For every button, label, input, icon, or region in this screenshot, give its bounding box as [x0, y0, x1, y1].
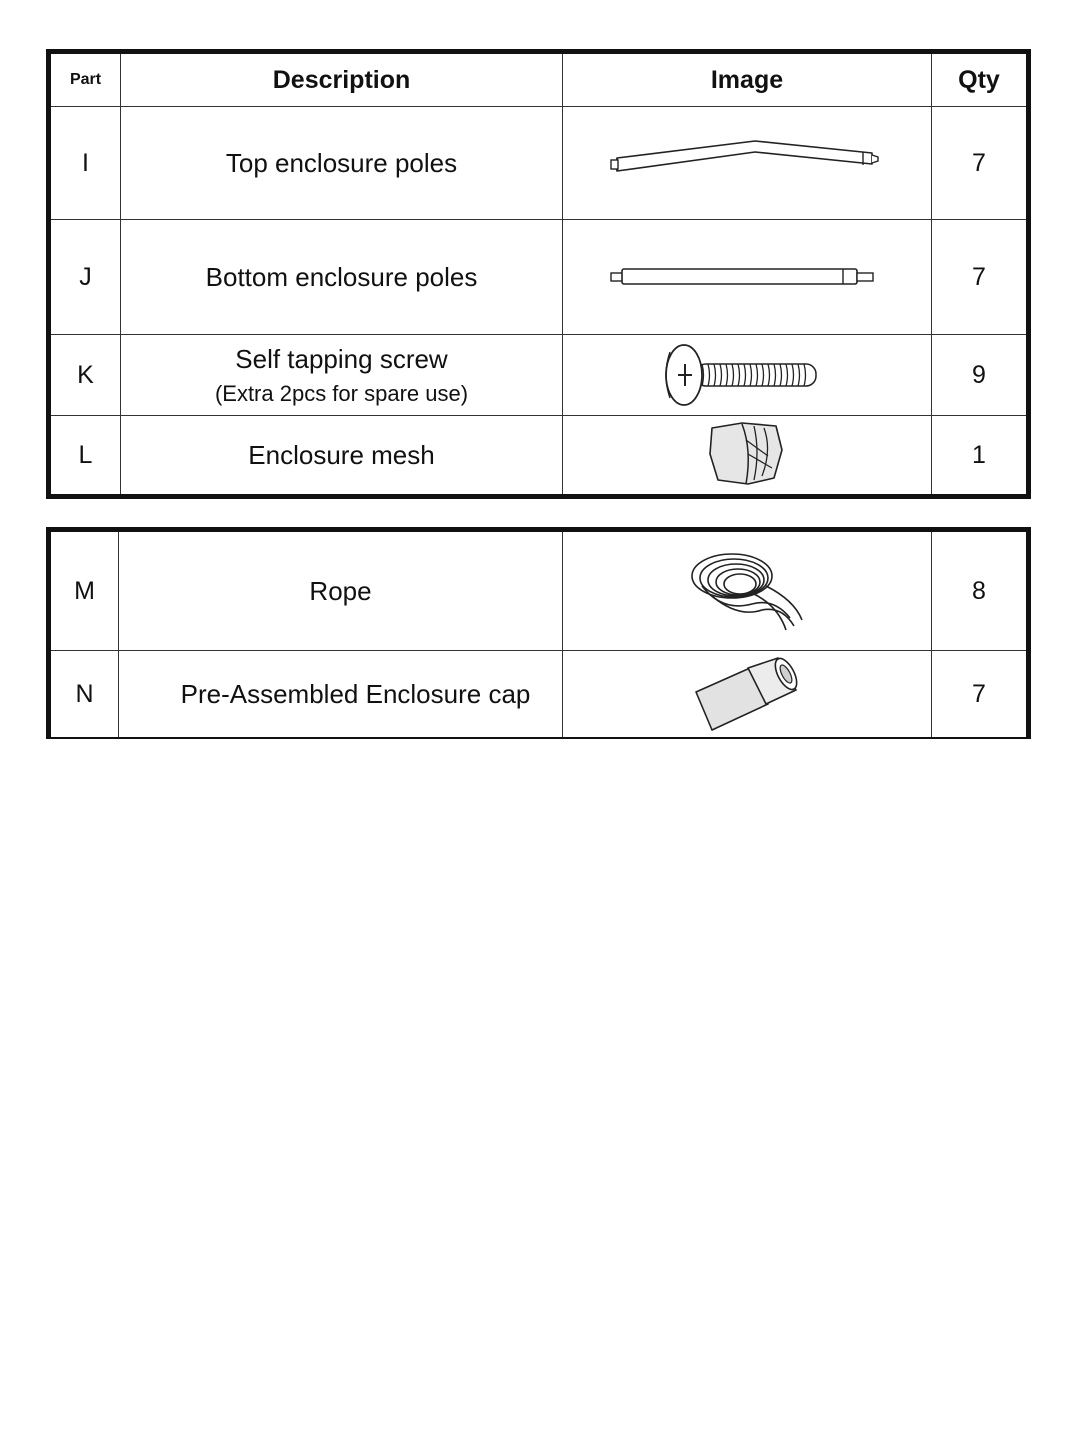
- part-id: N: [49, 651, 119, 739]
- part-image: [563, 651, 932, 739]
- header-qty: Qty: [932, 52, 1029, 107]
- part-image: [563, 416, 932, 497]
- header-part: Part: [49, 52, 121, 107]
- part-image: [563, 220, 932, 335]
- part-description: [119, 651, 563, 739]
- part-image: [563, 107, 932, 220]
- bottom-enclosure-pole-icon: [607, 262, 887, 292]
- parts-table-1: [46, 49, 1031, 499]
- part-qty: 8: [932, 530, 1029, 651]
- enclosure-mesh-icon: [702, 420, 792, 490]
- header-image: Image: [563, 52, 932, 107]
- part-description: [121, 107, 563, 220]
- part-description: [121, 416, 563, 497]
- table-row: [49, 416, 1029, 497]
- part-qty: 7: [932, 220, 1029, 335]
- part-id: I: [49, 107, 121, 220]
- part-qty: 7: [932, 651, 1029, 739]
- part-description: [121, 335, 563, 416]
- screw-icon: [662, 342, 832, 408]
- part-description: [121, 220, 563, 335]
- top-enclosure-pole-icon: [607, 138, 887, 188]
- table-row: [49, 530, 1029, 651]
- header-row: [49, 52, 1029, 107]
- table-row: [49, 107, 1029, 220]
- part-image: [563, 530, 932, 651]
- description-text: Rope: [309, 575, 372, 606]
- table-row: [49, 335, 1029, 416]
- part-qty: 7: [932, 107, 1029, 220]
- part-image: [563, 335, 932, 416]
- table-row: [49, 651, 1029, 739]
- description-note: (Extra 2pcs for spare use): [214, 380, 469, 406]
- part-qty: 9: [932, 335, 1029, 416]
- description-text: Bottom enclosure poles: [205, 261, 478, 292]
- parts-table-2: [46, 527, 1031, 739]
- part-qty: 1: [932, 416, 1029, 497]
- part-id: K: [49, 335, 121, 416]
- part-id: J: [49, 220, 121, 335]
- description-text: Pre-Assembled Enclosure cap: [180, 678, 531, 709]
- description-text: Top enclosure poles: [225, 147, 458, 178]
- enclosure-cap-icon: [692, 656, 802, 732]
- description-text: Enclosure mesh: [248, 439, 435, 470]
- part-description: [119, 530, 563, 651]
- header-description: Description: [121, 52, 563, 107]
- part-id: M: [49, 530, 119, 651]
- part-id: L: [49, 416, 121, 497]
- table-row: [49, 220, 1029, 335]
- description-text: Self tapping screw: [235, 343, 448, 374]
- rope-icon: [682, 546, 812, 636]
